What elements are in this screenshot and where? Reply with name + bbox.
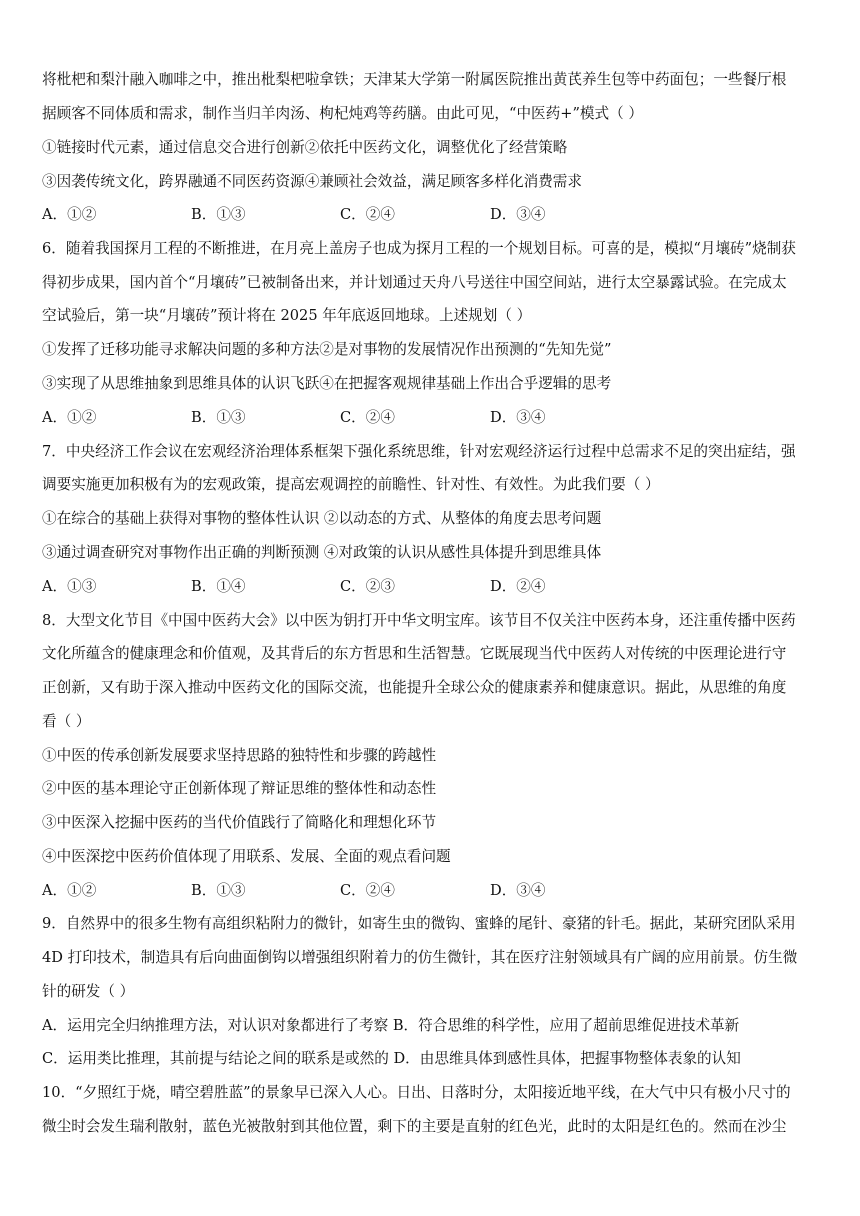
q8-option-c[interactable]: C．②④ xyxy=(340,882,395,899)
q7-statement-2: ③通过调查研究对事物作出正确的判断预测 ④对政策的认识从感性具体提升到思维具体 xyxy=(42,544,602,561)
q6-option-d[interactable]: D．③④ xyxy=(490,409,546,426)
q5-statement-2: ③因袭传统文化，跨界融通不同医药资源④兼顾社会效益，满足顾客多样化消费需求 xyxy=(42,173,582,190)
q9-stem-line-1: 9．自然界中的很多生物有高组织粘附力的微针，如寄生虫的微钩、蜜蜂的尾针、豪猪的针毛。据此，某研究团队采用 xyxy=(42,915,796,932)
q8-stem-line-4: 看（ ） xyxy=(42,713,91,730)
q5-stem-line-1: 将枇杷和梨汁融入咖啡之中，推出枇梨杷啦拿铁；天津某大学第一附属医院推出黄芪养生包等中药面包；一些餐厅根 xyxy=(42,71,787,88)
q8-option-d[interactable]: D．③④ xyxy=(490,882,546,899)
q7-options xyxy=(42,577,822,597)
q8-statement-4: ④中医深挖中医药价值体现了用联系、发展、全面的观点看问题 xyxy=(42,848,451,865)
q10-stem-line-1: 10．“夕照红于烧，晴空碧胜蓝”的景象早已深入人心。日出、日落时分，太阳接近地平线，在大气中只有极小尺寸的 xyxy=(42,1084,791,1101)
q6-stem-line-1: 6．随着我国探月工程的不断推进，在月亮上盖房子也成为探月工程的一个规划目标。可喜的是，模拟“月壤砖”烧制获 xyxy=(42,240,796,257)
q7-stem-line-2: 调要实施更加积极有为的宏观政策，提高宏观调控的前瞻性、针对性、有效性。为此我们要（ ） xyxy=(42,476,660,493)
q6-statement-2: ③实现了从思维抽象到思维具体的认识飞跃④在把握客观规律基础上作出合乎逻辑的思考 xyxy=(42,375,612,392)
q6-stem-line-2: 得初步成果，国内首个“月壤砖”已被制备出来，并计划通过天舟八号送往中国空间站，进行太空暴露试验。在完成太 xyxy=(42,274,787,291)
q5-option-d[interactable]: D．③④ xyxy=(490,206,546,223)
q5-option-b[interactable]: B．①③ xyxy=(191,206,246,223)
q5-options xyxy=(42,205,822,225)
q5-option-c[interactable]: C．②④ xyxy=(340,206,395,223)
q6-option-a[interactable]: A．①② xyxy=(42,409,97,426)
q8-options xyxy=(42,881,822,901)
q9-options-cd[interactable]: C．运用类比推理，其前提与结论之间的联系是或然的 D．由思维具体到感性具体，把握事物整体表象的认知 xyxy=(42,1050,741,1067)
q5-stem-line-2: 据顾客不同体质和需求，制作当归羊肉汤、枸杞炖鸡等药膳。由此可见，“中医药+”模式（ ） xyxy=(42,105,643,122)
q6-option-b[interactable]: B．①③ xyxy=(191,409,246,426)
q7-option-b[interactable]: B．①④ xyxy=(191,578,246,595)
q7-statement-1: ①在综合的基础上获得对事物的整体性认识 ②以动态的方式、从整体的角度去思考问题 xyxy=(42,510,602,527)
q7-option-a[interactable]: A．①③ xyxy=(42,578,97,595)
q10-stem-line-2: 微尘时会发生瑞利散射，蓝色光被散射到其他位置，剩下的主要是直射的红色光，此时的太阳是红色的。然而在沙尘 xyxy=(42,1118,787,1135)
q5-statement-1: ①链接时代元素，通过信息交合进行创新②依托中医药文化，调整优化了经营策略 xyxy=(42,139,568,156)
q9-options-ab[interactable]: A．运用完全归纳推理方法，对认识对象都进行了考察 B．符合思维的科学性，应用了超前思维促进技术革新 xyxy=(42,1017,740,1034)
q8-stem-line-1: 8．大型文化节目《中国中医药大会》以中医为钥打开中华文明宝库。该节目不仅关注中医药本身，还注重传播中医药 xyxy=(42,612,796,629)
q8-option-a[interactable]: A．①② xyxy=(42,882,97,899)
q8-statement-1: ①中医的传承创新发展要求坚持思路的独特性和步骤的跨越性 xyxy=(42,747,437,764)
q7-option-c[interactable]: C．②③ xyxy=(340,578,395,595)
q9-stem-line-3: 针的研发（ ） xyxy=(42,983,135,1000)
q9-stem-line-2: 4D 打印技术，制造具有后向曲面倒钩以增强组织附着力的仿生微针，其在医疗注射领域具有广阔的应用前景。仿生微 xyxy=(42,949,798,966)
q6-statement-1: ①发挥了迁移功能寻求解决问题的多种方法②是对事物的发展情况作出预测的“先知先觉” xyxy=(42,341,612,358)
q7-option-d[interactable]: D．②④ xyxy=(490,578,546,595)
q8-statement-2: ②中医的基本理论守正创新体现了辩证思维的整体性和动态性 xyxy=(42,780,437,797)
q8-stem-line-2: 文化所蕴含的健康理念和价值观，及其背后的东方哲思和生活智慧。它既展现当代中医药人对传统的中医理论进行守 xyxy=(42,645,787,662)
q8-option-b[interactable]: B．①③ xyxy=(191,882,246,899)
q7-stem-line-1: 7．中央经济工作会议在宏观经济治理体系框架下强化系统思维，针对宏观经济运行过程中总需求不足的突出症结，强 xyxy=(42,443,796,460)
q5-option-a[interactable]: A．①② xyxy=(42,206,97,223)
q8-statement-3: ③中医深入挖掘中医药的当代价值践行了简略化和理想化环节 xyxy=(42,814,437,831)
q6-option-c[interactable]: C．②④ xyxy=(340,409,395,426)
q6-options xyxy=(42,408,822,428)
q6-stem-line-3: 空试验后，第一块“月壤砖”预计将在 2025 年年底返回地球。上述规划（ ） xyxy=(42,307,532,324)
q8-stem-line-3: 正创新，又有助于深入推动中医药文化的国际交流，也能提升全球公众的健康素养和健康意识。据此，从思维的角度 xyxy=(42,679,787,696)
